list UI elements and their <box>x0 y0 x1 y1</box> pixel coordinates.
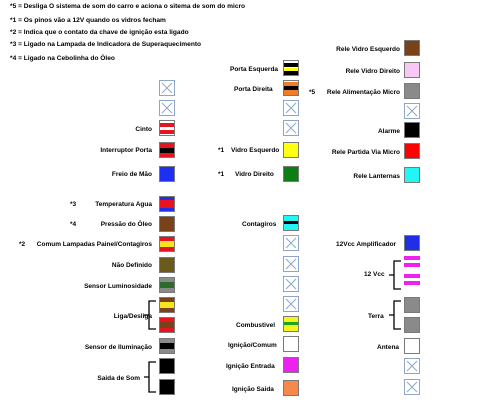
pin-cinto <box>159 120 175 136</box>
label-rele-vidro-direito: Rele Vidro Direito <box>345 68 400 75</box>
label-cinto: Cinto <box>135 126 152 133</box>
label-ignicao-entrada: Ignição Entrada <box>226 363 275 370</box>
pin-ignicao-saida <box>283 380 299 396</box>
bracket-12vcc <box>389 259 403 291</box>
pin-rele-lanternas <box>404 167 420 183</box>
cross-icon <box>284 236 298 250</box>
label-12vcc: 12 Vcc <box>364 271 385 278</box>
pin-interruptor-porta <box>159 142 175 158</box>
label-antena: Antena <box>377 344 400 351</box>
note-ref-temperatura: *3 <box>70 201 77 208</box>
pin-pressao-oleo <box>159 216 175 232</box>
pin-saida-som-2 <box>159 379 175 395</box>
label-alarme: Alarme <box>377 128 400 135</box>
label-sensor-iluminacao: Sensor de Iluminação <box>84 344 152 351</box>
pin-temperatura-agua <box>159 196 175 212</box>
label-temperatura-agua: Temperatura Agua <box>95 201 152 208</box>
empty-pin-box <box>159 100 175 116</box>
cross-icon <box>284 101 298 115</box>
pin-porta-esquerda <box>283 60 299 76</box>
label-saida-som: Saida de Som <box>97 375 140 382</box>
empty-pin-box <box>283 296 299 312</box>
label-nao-definido: Não Definido <box>111 262 152 269</box>
note-ref-vidro-direito: *1 <box>218 171 225 178</box>
label-sensor-luminosidade: Sensor Luminosidade <box>84 283 152 290</box>
pin-combustivel <box>283 316 299 332</box>
label-ignicao-saida: Ignição Saida <box>232 386 274 393</box>
bracket-terra <box>389 299 403 331</box>
label-freio-mao: Freio de Mão <box>111 171 152 178</box>
label-rele-alimentacao-micro: Rele Alimentação Micro <box>326 89 400 96</box>
pin-nao-definido <box>159 257 175 273</box>
cross-icon <box>284 277 298 291</box>
pin-alarme <box>404 122 420 138</box>
label-combustivel: Combustivel <box>236 322 276 329</box>
pin-12vcc-2 <box>404 274 420 290</box>
pin-ignicao-comum <box>283 336 299 352</box>
label-terra: Terra <box>368 313 384 320</box>
label-vidro-esquerdo: Vidro Esquerdo <box>231 147 280 154</box>
note-1: *1 = Os pinos vão a 12V quando os vidros fecham <box>10 17 166 24</box>
label-rele-partida-via-micro: Rele Partida Via Micro <box>331 149 400 156</box>
pin-liga-desliga-1 <box>159 297 175 313</box>
cross-icon <box>160 81 174 95</box>
label-rele-vidro-esquerdo: Rele Vidro Esquerdo <box>336 46 400 53</box>
cross-icon <box>284 297 298 311</box>
pin-rele-vidro-esquerdo <box>404 40 420 56</box>
note-ref-rele-alimentacao: *5 <box>309 89 316 96</box>
note-4: *4 = Ligado na Cebolinha do Óleo <box>10 55 115 62</box>
cross-icon <box>284 121 298 135</box>
pin-12vcc <box>404 256 420 272</box>
pin-amplificador <box>404 235 420 251</box>
pin-freio-mao <box>159 166 175 182</box>
empty-pin-box <box>283 235 299 251</box>
note-ref-comum-lampadas: *2 <box>19 241 26 248</box>
note-ref-vidro-esquerdo: *1 <box>218 147 225 154</box>
pin-saida-som-1 <box>159 358 175 374</box>
empty-pin-box <box>283 100 299 116</box>
label-liga-desliga: Liga/Desliga <box>113 313 152 320</box>
cross-icon <box>405 359 419 373</box>
pin-vidro-direito <box>283 166 299 182</box>
empty-pin-box <box>283 276 299 292</box>
pin-comum-lampadas <box>159 236 175 252</box>
label-vidro-direito: Vidro Direito <box>235 171 274 178</box>
label-pressao-oleo: Pressão do Óleo <box>100 221 152 228</box>
pin-antena <box>404 338 420 354</box>
empty-pin-box <box>283 256 299 272</box>
bracket-liga-desliga <box>144 299 158 331</box>
empty-pin-box <box>404 379 420 395</box>
note-5: *5 = Desliga O sistema de som do carro e aciona o sitema de som do micro <box>10 3 246 10</box>
label-comum-lampadas: Comum Lampadas Painel/Contagiros <box>36 241 152 248</box>
label-contagiros: Contagiros <box>242 221 277 228</box>
label-porta-esquerda: Porta Esquerda <box>230 66 279 73</box>
cross-icon <box>160 101 174 115</box>
bracket-saida-som <box>144 360 158 394</box>
pin-ignicao-entrada <box>283 357 299 373</box>
empty-pin-box <box>283 120 299 136</box>
empty-pin-box <box>404 358 420 374</box>
label-ignicao-comum: Ignição/Comum <box>228 342 277 349</box>
pin-rele-vidro-direito <box>404 62 420 78</box>
pin-rele-alimentacao-micro <box>404 83 420 99</box>
pin-sensor-luminosidade <box>159 277 175 293</box>
cross-icon <box>405 380 419 394</box>
pin-sensor-iluminacao <box>159 338 175 354</box>
label-porta-direita: Porta Direita <box>234 86 273 93</box>
cross-icon <box>405 104 419 118</box>
label-interruptor-porta: Interruptor Porta <box>100 147 152 154</box>
pin-terra-1 <box>404 297 420 313</box>
note-3: *3 = Ligado na Lampada de Indicadora de Superaquecimento <box>10 41 202 48</box>
pin-porta-direita <box>283 80 299 96</box>
pin-rele-partida-via-micro <box>404 143 420 159</box>
pin-contagiros <box>283 215 299 231</box>
pin-liga-desliga-2 <box>159 317 175 333</box>
empty-pin-box <box>159 80 175 96</box>
note-2: *2 = Indica que o contato da chave de ignição esta ligado <box>10 29 189 36</box>
pin-vidro-esquerdo <box>283 142 299 158</box>
empty-pin-box <box>404 103 420 119</box>
label-rele-lanternas: Rele Lanternas <box>353 173 400 180</box>
label-amplificador: 12Vcc Amplificador <box>336 241 397 248</box>
note-ref-pressao: *4 <box>70 221 77 228</box>
cross-icon <box>284 257 298 271</box>
pin-terra-2 <box>404 317 420 333</box>
